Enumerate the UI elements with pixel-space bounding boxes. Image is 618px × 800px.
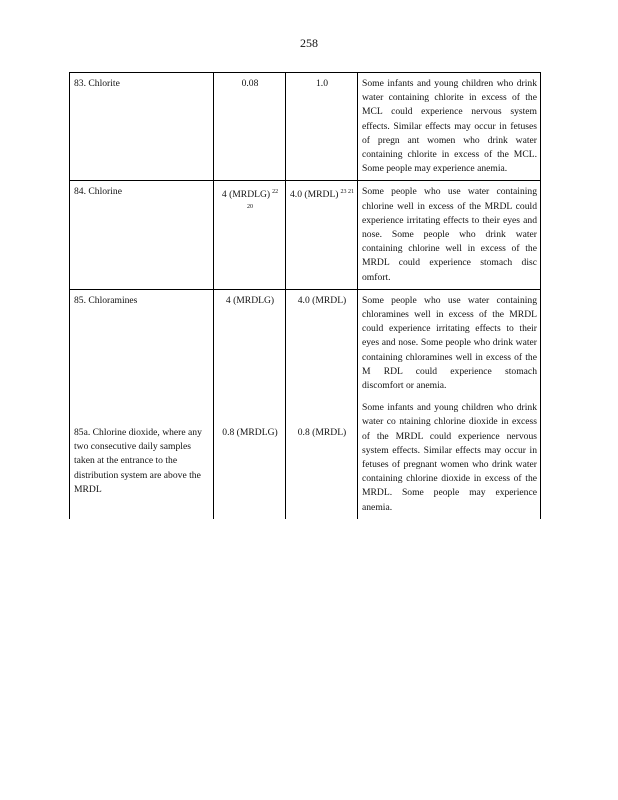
page-number: 258 <box>300 36 318 50</box>
health-effects-cell <box>358 289 541 519</box>
mclg-value <box>214 181 286 289</box>
footnote-ref: 23 21 <box>340 189 354 196</box>
health-effects: Some people who use water containing chloramines well in excess of the MRDL could experience irritating effects to their eyes and nose. Some people who drink water containing chloramines well in excess of the M RDL could experience stomach discomfort or anemia. <box>362 294 537 392</box>
mclg-value: 0.08 <box>214 73 286 181</box>
table-row <box>70 181 541 289</box>
health-effects: Some infants and young children who drink water containing chlorite in excess of the MCL could experience nervous system effects. Similar effects may occur in fetuses of pregn ant women who drink water containing chlorite in excess of the MCL. Some people may experience anemia. <box>358 73 541 181</box>
mcl-value: 4.0 (MRDL) <box>297 294 347 306</box>
table-row <box>70 73 541 181</box>
contaminant-name: 84. Chlorine <box>70 181 214 289</box>
sub-health-effects: Some infants and young children who drink water co ntaining chlorine dioxide in excess of the MRDL could experience nervous system effects. Similar effects may occur in fetuses of pregnant women who drink water containing chlorine dioxide in excess of the MRDL. Some people may experience anemia. <box>362 402 537 513</box>
mcl-text: 4.0 (MRDL) <box>290 189 339 201</box>
mclg-cell <box>214 289 286 519</box>
contaminants-table <box>69 72 541 519</box>
mcl-value <box>286 181 358 289</box>
sub-mcl-value: 0.8 (MRDL) <box>297 427 347 439</box>
sub-contaminant-name: 85a. Chlorine dioxide, where any two consecutive daily samples taken at the entrance to the distribution system are above the MRDL <box>74 427 202 495</box>
contaminant-name: 83. Chlorite <box>70 73 214 181</box>
contaminant-name: 85. Chloramines <box>74 294 138 306</box>
table-row <box>70 289 541 519</box>
footnote-ref: 20 <box>247 203 253 210</box>
mcl-value: 1.0 <box>286 73 358 181</box>
sub-mclg-value: 0.8 (MRDLG) <box>222 427 278 439</box>
health-effects: Some people who use water containing chlorine well in excess of the MRDL could experience irritating effects to their eyes and nose. Some people who drink water containing chlorine well in excess of the MRDL could experience stomach disc omfort. <box>358 181 541 289</box>
mclg-value: 4 (MRDLG) <box>225 294 275 306</box>
footnote-ref: 22 <box>272 189 279 196</box>
contaminant-name-cell <box>70 289 214 519</box>
mclg-text: 4 (MRDLG) <box>221 189 271 201</box>
mcl-cell <box>286 289 358 519</box>
